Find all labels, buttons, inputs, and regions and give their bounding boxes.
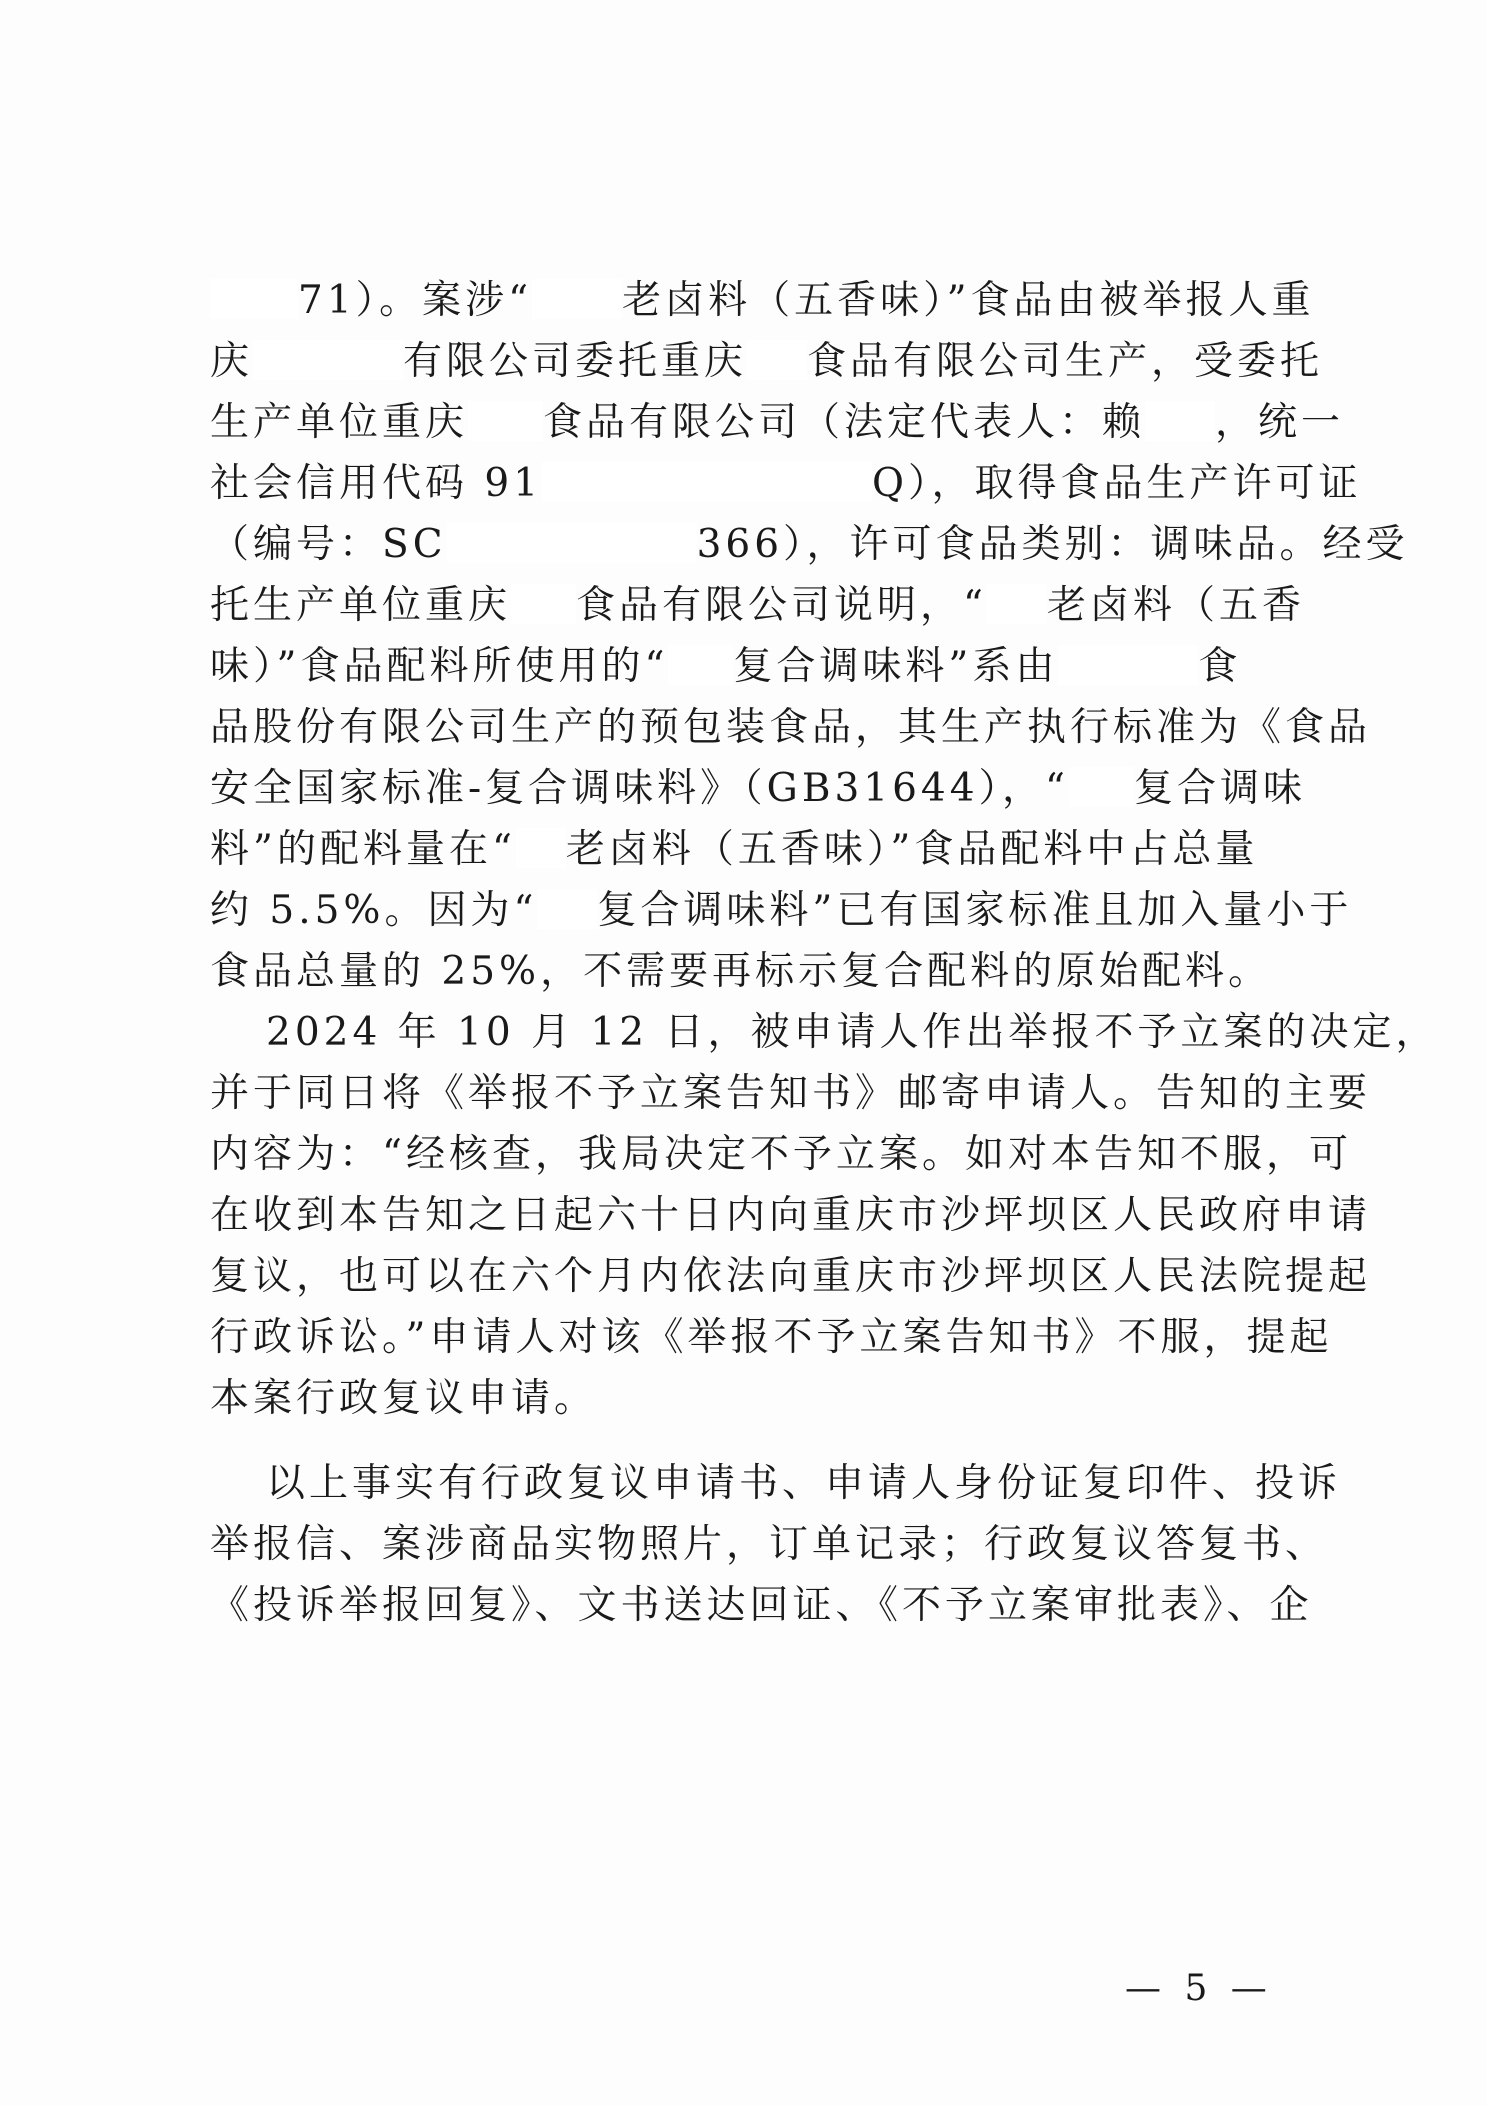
text-segment: 生产单位重庆 <box>210 400 469 445</box>
text-line <box>210 1575 1320 1636</box>
text-segment: ，统一 <box>1215 400 1345 445</box>
redaction-block <box>537 889 597 929</box>
text-line <box>210 575 1320 636</box>
text-line <box>210 1514 1329 1575</box>
text-segment: 复议，也可以在六个月内依法向重庆市沙坪坝区人民法院提起 <box>210 1254 1372 1299</box>
text-segment: 366），许可食品类别：调味品。经受 <box>696 522 1409 567</box>
redaction-block <box>1145 401 1215 441</box>
text-line <box>210 941 1320 1002</box>
body-text <box>210 270 1439 1636</box>
text-segment: 复合调味料”已有国家标准且加入量小于 <box>597 888 1353 933</box>
redaction-block <box>516 828 566 868</box>
text-segment: 行政诉讼。”申请人对该《举报不予立案告知书》不服，提起 <box>210 1315 1333 1360</box>
text-line <box>210 1368 1320 1429</box>
text-segment: 71）。案涉“ <box>298 278 533 323</box>
text-line <box>210 392 1345 453</box>
text-line <box>210 1063 1372 1124</box>
text-line <box>210 270 1320 331</box>
text-segment: 食品有限公司（法定代表人：赖 <box>543 400 1146 445</box>
text-line <box>210 697 1372 758</box>
text-segment: 并于同日将《举报不予立案告知书》邮寄申请人。告知的主要 <box>210 1071 1372 1116</box>
text-segment: 复合调味料”系由 <box>733 644 1059 689</box>
text-line <box>210 453 1362 514</box>
text-segment: Q），取得食品生产许可证 <box>872 461 1362 506</box>
redaction-block <box>532 279 622 319</box>
text-segment: 有限公司委托重庆 <box>403 339 748 384</box>
text-segment: 举报信、案涉商品实物照片，订单记录；行政复议答复书、 <box>210 1522 1329 1567</box>
redaction-block <box>668 645 733 685</box>
text-segment: 食品有限公司说明，“ <box>576 583 987 628</box>
text-line <box>210 514 1409 575</box>
text-segment: 料”的配料量在“ <box>210 827 516 872</box>
text-segment: 在收到本告知之日起六十日内向重庆市沙坪坝区人民政府申请 <box>210 1193 1372 1238</box>
text-segment: 本案行政复议申请。 <box>210 1376 598 1421</box>
text-segment: 社会信用代码 91 <box>210 461 543 506</box>
text-segment: 以上事实有行政复议申请书、申请人身份证复印件、投诉 <box>266 1461 1342 1506</box>
text-segment: 品股份有限公司生产的预包装食品，其生产执行标准为《食品 <box>210 705 1372 750</box>
text-line <box>210 1002 1439 1063</box>
redaction-block <box>542 462 872 502</box>
redaction-block <box>447 523 697 563</box>
text-segment: 《投诉举报回复》、文书送达回证、《不予立案审批表》、企 <box>210 1583 1313 1628</box>
redaction-block <box>1058 645 1198 685</box>
text-segment: 食品总量的 25%，不需要再标示复合配料的原始配料。 <box>210 949 1272 994</box>
text-line <box>210 331 1324 392</box>
text-segment: 食 <box>1198 644 1242 689</box>
text-segment: 复合调味 <box>1134 766 1307 811</box>
text-line <box>210 1453 1342 1514</box>
text-line <box>210 758 1320 819</box>
text-line <box>210 819 1320 880</box>
text-segment: 托生产单位重庆 <box>210 583 512 628</box>
text-segment: 味）”食品配料所使用的“ <box>210 644 669 689</box>
text-segment: 2024 年 10 月 12 日，被申请人作出举报不予立案的决定， <box>266 1010 1439 1055</box>
text-line <box>210 1307 1333 1368</box>
redaction-block <box>210 279 298 319</box>
text-segment: 约 5.5%。因为“ <box>210 888 538 933</box>
text-line <box>210 880 1353 941</box>
page-number: — 5 — <box>1125 1968 1273 2009</box>
redaction-block <box>511 584 576 624</box>
redaction-block <box>747 340 807 380</box>
redaction-block <box>987 584 1047 624</box>
text-segment: 内容为：“经核查，我局决定不予立案。如对本告知不服，可 <box>210 1132 1352 1177</box>
text-segment: 庆 <box>210 339 254 384</box>
text-segment: 安全国家标准-复合调味料》（GB31644），“ <box>210 766 1069 811</box>
paragraph-gap <box>210 1429 1320 1453</box>
redaction-block <box>1069 767 1134 807</box>
redaction-block <box>468 401 543 441</box>
text-segment: 老卤料（五香味）”食品配料中占总量 <box>565 827 1259 872</box>
redaction-block <box>253 340 403 380</box>
text-segment: 食品有限公司生产，受委托 <box>807 339 1324 384</box>
text-segment: 老卤料（五香味）”食品由被举报人重 <box>622 278 1315 323</box>
text-segment: 老卤料（五香 <box>1046 583 1305 628</box>
text-segment: （编号：SC <box>210 522 447 567</box>
text-line <box>210 1185 1372 1246</box>
text-line <box>210 1246 1372 1307</box>
text-line <box>210 1124 1352 1185</box>
text-line <box>210 636 1320 697</box>
